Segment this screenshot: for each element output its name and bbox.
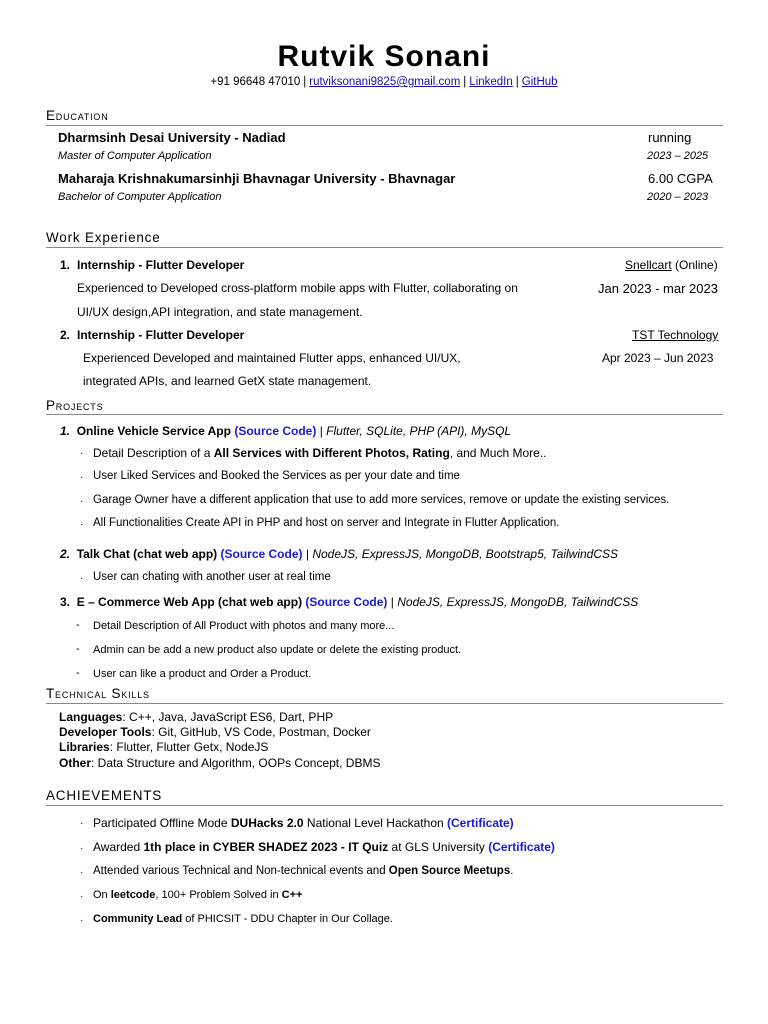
bullet-dot-icon: · (80, 891, 84, 902)
resume-name: Rutvik Sonani (277, 40, 491, 73)
achievements-rule (46, 805, 723, 806)
project-2-stack: NodeJS, ExpressJS, MongoDB, Bootstrap5, TailwindCSS (312, 547, 619, 561)
project-1-stack: Flutter, SQLite, PHP (API), MySQL (326, 424, 512, 438)
edu-status-2: 6.00 CGPA (648, 171, 713, 186)
work-num-2: 2. (60, 328, 71, 342)
edu-school-1: Dharmsinh Desai University - Nadiad (58, 130, 286, 145)
work-role-1: Internship - Flutter Developer (77, 258, 245, 272)
bullet-dot-icon: · (80, 867, 84, 878)
phone: +91 96648 47010 (210, 76, 301, 88)
work-num-1: 1. (60, 258, 71, 272)
bullet-dot-icon: · (80, 472, 84, 483)
edu-school-2: Maharaja Krishnakumarsinhji Bhavnagar University - Bhavnagar (58, 171, 456, 186)
work-desc-1b: UI/UX design,API integration, and state management. (77, 305, 363, 319)
project-1-bullet-3: Garage Owner have a different application that use to add more services, remove or update the existing services. (93, 494, 670, 506)
bullet-dot-icon: · (80, 448, 84, 459)
github-link[interactable]: GitHub (521, 76, 558, 88)
projects-rule (46, 414, 723, 415)
achievement-2: Awarded 1th place in CYBER SHADEZ 2023 - IT Quiz at GLS University (Certificate) (93, 840, 555, 854)
skills-heading: Technical Skills (46, 686, 150, 701)
skills-rule (46, 703, 723, 704)
edu-years-1: 2023 – 2025 (647, 150, 709, 162)
bullet-dash-icon: - (76, 667, 80, 679)
achievement-1: Participated Offline Mode DUHacks 2.0 National Level Hackathon (Certificate) (93, 816, 514, 830)
bullet-dot-icon: · (80, 496, 84, 507)
project-3-bullet-2: Admin can be add a new product also update or delete the existing product. (93, 644, 462, 656)
skills-tools: Developer Tools: Git, GitHub, VS Code, Postman, Docker (59, 725, 371, 739)
work-role-2: Internship - Flutter Developer (77, 328, 245, 342)
bullet-dot-icon: · (80, 915, 84, 926)
work-desc-2b: integrated APIs, and learned GetX state management. (83, 374, 372, 388)
education-heading: Education (46, 108, 109, 123)
bullet-dot-icon: · (80, 519, 84, 530)
work-company-1: Snellcart (Online) (625, 258, 718, 272)
achievements-heading: ACHIEVEMENTS (46, 788, 163, 803)
edu-status-1: running (648, 130, 692, 145)
project-1-name: Online Vehicle Service App (76, 424, 231, 438)
achievement-2-certificate-link[interactable]: (Certificate) (488, 840, 555, 854)
edu-degree-1: Master of Computer Application (58, 150, 212, 162)
project-1-bullet-4: All Functionalities Create API in PHP and host on server and Integrate in Flutter Application. (93, 517, 560, 529)
education-rule (46, 125, 723, 126)
skills-libraries: Libraries: Flutter, Flutter Getx, NodeJS (59, 740, 269, 754)
work-heading: Work Experience (46, 230, 161, 245)
project-3-header: 3. E – Commerce Web App (chat web app) (Source Code) | NodeJS, ExpressJS, MongoDB, TailwindCSS (60, 595, 639, 609)
project-3-bullet-3: User can like a product and Order a Product. (93, 668, 312, 680)
project-1-bullet-2: User Liked Services and Booked the Services as per your date and time (93, 470, 460, 482)
skills-other: Other: Data Structure and Algorithm, OOPs Concept, DBMS (59, 756, 381, 770)
work-desc-1a: Experienced to Developed cross-platform mobile apps with Flutter, collaborating on (77, 281, 518, 295)
bullet-dot-icon: · (80, 573, 84, 584)
project-3-stack: NodeJS, ExpressJS, MongoDB, TailwindCSS (397, 595, 639, 609)
achievement-4: On leetcode, 100+ Problem Solved in C++ (93, 889, 303, 901)
project-3-name: E – Commerce Web App (chat web app) (76, 595, 303, 609)
skills-languages: Languages: C++, Java, JavaScript ES6, Dart, PHP (59, 710, 334, 724)
project-2-bullet-1: User can chating with another user at real time (93, 571, 331, 583)
project-1-bullet-1: Detail Description of a All Services with Different Photos, Rating, and Much More.. (93, 446, 547, 460)
work-rule (46, 247, 723, 248)
contact-line: +91 96648 47010 | rutviksonani9825@gmail.com | LinkedIn | GitHub (210, 76, 558, 88)
email-link[interactable]: rutviksonani9825@gmail.com (309, 76, 461, 88)
achievement-3: Attended various Technical and Non-technical events and Open Source Meetups. (93, 865, 514, 877)
achievement-1-certificate-link[interactable]: (Certificate) (447, 816, 514, 830)
edu-years-2: 2020 – 2023 (647, 191, 709, 203)
work-dates-2: Apr 2023 – Jun 2023 (602, 351, 714, 365)
project-1-header: 1. Online Vehicle Service App (Source Code) | Flutter, SQLite, PHP (API), MySQL (60, 424, 512, 438)
project-1-source-link[interactable]: (Source Code) (234, 424, 317, 438)
bullet-dash-icon: - (76, 643, 80, 655)
achievement-5: Community Lead of PHICSIT - DDU Chapter in Our Collage. (93, 913, 393, 925)
linkedin-link[interactable]: LinkedIn (469, 76, 513, 88)
projects-heading: Projects (46, 398, 104, 413)
bullet-dot-icon: · (80, 843, 84, 854)
bullet-dash-icon: - (76, 619, 80, 631)
work-desc-2a: Experienced Developed and maintained Flutter apps, enhanced UI/UX, (83, 351, 461, 365)
project-2-source-link[interactable]: (Source Code) (220, 547, 303, 561)
work-dates-1: Jan 2023 - mar 2023 (598, 281, 718, 296)
edu-degree-2: Bachelor of Computer Application (58, 191, 222, 203)
project-3-bullet-1: Detail Description of All Product with photos and many more... (93, 620, 395, 632)
project-3-source-link[interactable]: (Source Code) (305, 595, 388, 609)
project-2-header: 2. Talk Chat (chat web app) (Source Code) | NodeJS, ExpressJS, MongoDB, Bootstrap5, TailwindCSS (60, 547, 619, 561)
bullet-dot-icon: · (80, 818, 84, 829)
project-2-name: Talk Chat (chat web app) (76, 547, 218, 561)
work-company-2: TST Technology (632, 328, 719, 342)
